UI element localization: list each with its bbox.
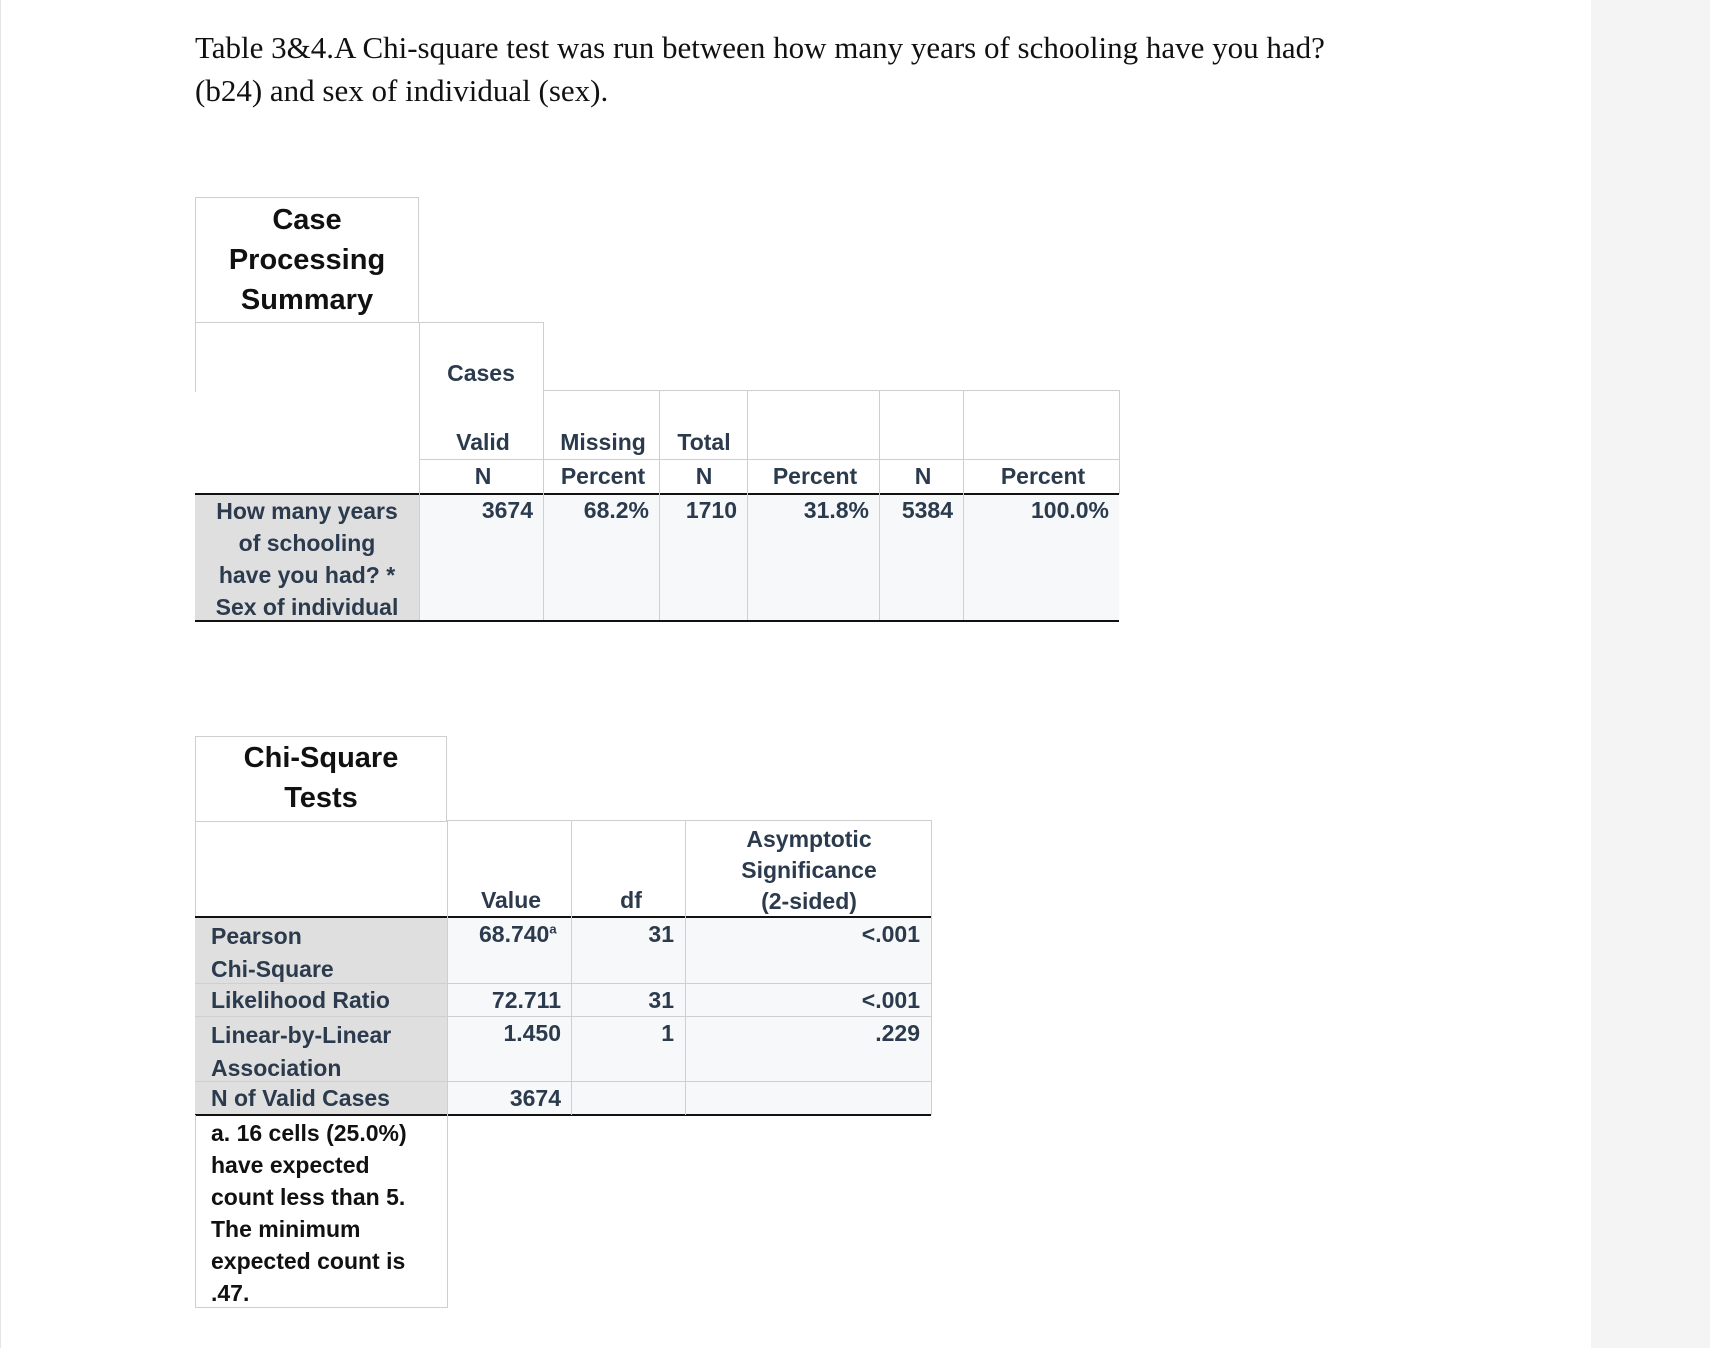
header-missing: Missing	[560, 429, 646, 455]
col-header-df: df	[620, 887, 642, 913]
subheader-valid-percent: Percent	[560, 463, 646, 489]
valid-n-value: 3674	[481, 497, 533, 523]
row-label-n-valid-cases: N of Valid Cases	[211, 1085, 390, 1111]
missing-percent-value: 31.8%	[803, 497, 869, 523]
case-summary-row-label: How many years of schooling have you had? * Sex of individual	[215, 498, 399, 620]
pearson-value: 68.740$^a$	[479, 921, 557, 947]
linear-df: 1	[661, 1020, 674, 1046]
likelihood-df: 31	[648, 987, 674, 1013]
subheader-missing-percent: Percent	[772, 463, 858, 489]
linear-sig: .229	[875, 1020, 920, 1046]
footnote-text: a. 16 cells (25.0%) have expected count less than 5. The minimum expected count is .47.	[211, 1120, 407, 1306]
caption-line-2: (b24) and sex of individual (sex).	[195, 73, 609, 108]
likelihood-value: 72.711	[491, 987, 561, 1013]
case-summary-title: Case Processing Summary	[228, 204, 386, 316]
total-percent-value: 100.0%	[1030, 497, 1109, 523]
missing-n-value: 1710	[685, 497, 737, 523]
caption-line-1: Table 3&4.A Chi-square test was run between how many years of schooling have you had?	[195, 30, 1325, 65]
subheader-missing-n: N	[695, 463, 713, 489]
row-label-likelihood-ratio: Likelihood Ratio	[211, 987, 390, 1013]
subheader-valid-n: N	[474, 463, 492, 489]
cases-header: Cases	[447, 360, 515, 386]
col-header-value: Value	[480, 887, 542, 913]
n-valid-cases-value: 3674	[509, 1085, 561, 1111]
linear-value: 1.450	[503, 1020, 561, 1046]
total-n-value: 5384	[901, 497, 953, 523]
likelihood-sig: <.001	[861, 987, 920, 1013]
row-label-pearson-chi-square: Pearson Chi-Square	[211, 923, 334, 982]
col-header-significance: Asymptotic Significance (2-sided)	[741, 826, 877, 914]
header-valid: Valid	[456, 429, 510, 455]
header-total: Total	[677, 429, 731, 455]
row-label-linear-by-linear: Linear-by-Linear Association	[211, 1022, 392, 1081]
footnote-marker: a	[549, 921, 557, 937]
chi-square-title: Chi-Square Tests	[243, 742, 399, 814]
pearson-df: 31	[648, 921, 674, 947]
table-caption	[195, 26, 1495, 112]
pearson-sig: <.001	[861, 921, 920, 947]
subheader-total-n: N	[914, 463, 932, 489]
valid-percent-value: 68.2%	[583, 497, 649, 523]
subheader-total-percent: Percent	[1000, 463, 1086, 489]
